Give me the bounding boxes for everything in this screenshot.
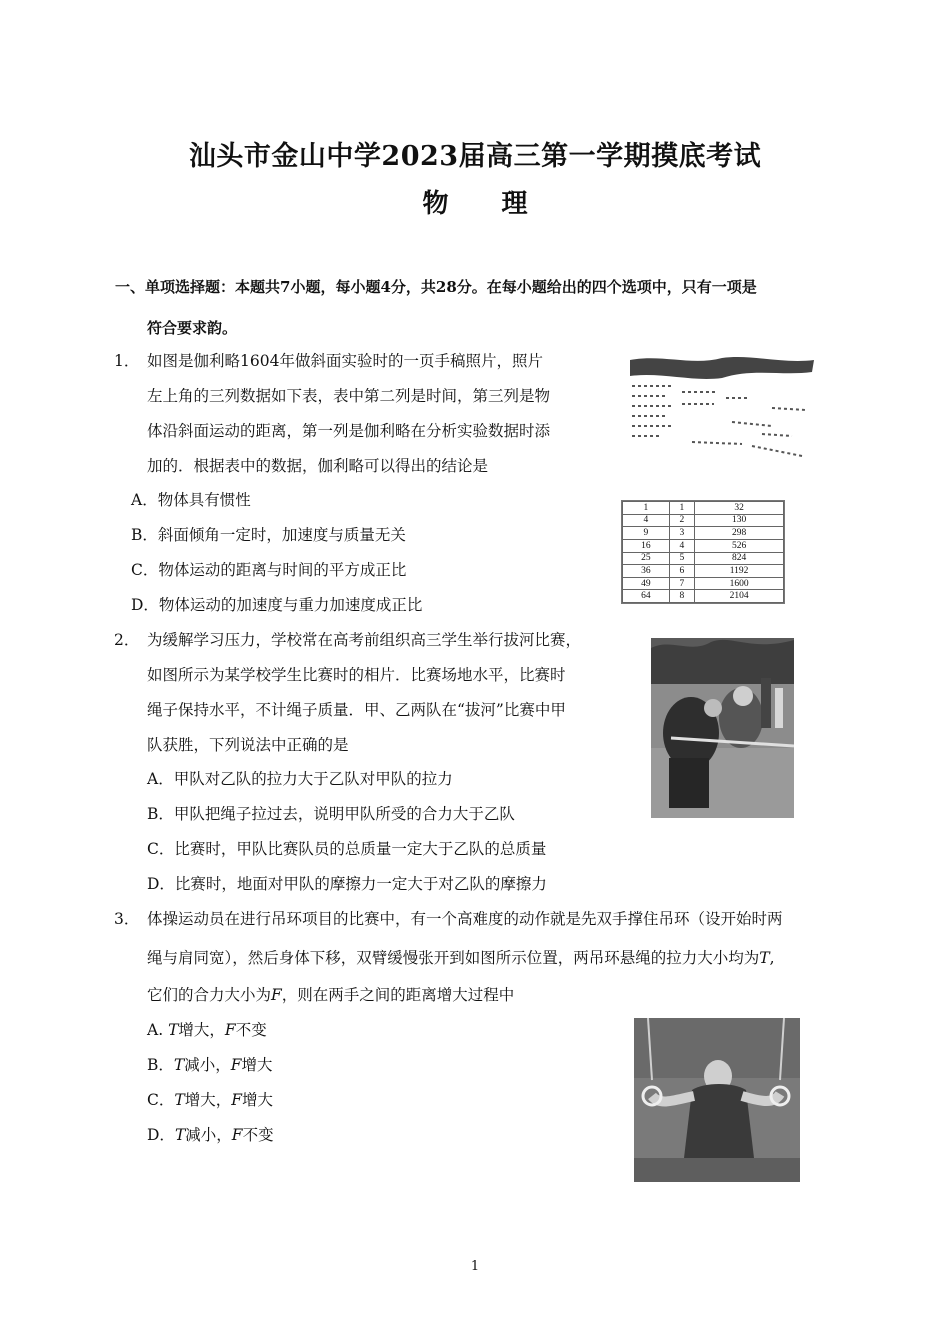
table-cell: 5 [669,552,695,565]
section-heading-cont: 符合要求韵。 [147,319,238,337]
table-cell: 526 [695,539,784,552]
table-cell: 7 [669,577,695,590]
q3-option-a [147,1018,267,1040]
table-cell: 1192 [695,565,784,578]
q1-option-b: B．斜面倾角一定时，加速度与质量无关 [131,526,406,544]
q2-option-a: A．甲队对乙队的拉力大于乙队对甲队的拉力 [147,770,453,788]
table-cell: 9 [623,527,670,540]
force-symbol: F [230,1056,242,1074]
q2-line: 绳子保持水平，不计绳子质量．甲、乙两队在“拔河”比赛中甲 [147,701,566,719]
table-cell: 16 [623,539,670,552]
q2-option-d: D．比赛时，地面对甲队的摩擦力一定大于对乙队的摩擦力 [147,875,547,893]
table-cell: 25 [623,552,670,565]
table-row [623,577,784,590]
q2-line: 为缓解学习压力，学校常在高考前组织高三学生举行拔河比赛， [147,631,582,649]
q1-number: 1． [114,352,140,370]
q1-line: 加的．根据表中的数据，伽利略可以得出的结论是 [147,457,489,475]
table-row [623,502,784,515]
q3-line [147,983,514,1005]
table-cell: 1 [669,502,695,515]
q1-option-a: A．物体具有惯性 [131,491,251,509]
q2-line: 队获胜，下列说法中正确的是 [147,736,349,754]
table-row [623,590,784,603]
table-row [623,552,784,565]
q2-option-c: C．比赛时，甲队比赛队员的总质量一定大于乙队的总质量 [147,840,547,858]
table-cell: 298 [695,527,784,540]
tension-symbol: T [173,1056,185,1074]
q3-option-d [147,1123,274,1145]
table-cell: 824 [695,552,784,565]
table-cell: 36 [623,565,670,578]
table-cell: 6 [669,565,695,578]
table-row [623,527,784,540]
data-table [621,500,785,604]
q2-line: 如图所示为某学校学生比赛时的相片．比赛场地水平，比赛时 [147,666,566,684]
force-symbol: F [224,1021,236,1039]
tension-symbol: T [759,949,770,967]
table-row [623,539,784,552]
subject-title: 物 理 [422,189,550,219]
gymnast-rings-photo [634,1018,800,1182]
force-symbol: F [231,1091,242,1109]
table-cell: 4 [669,539,695,552]
q1-option-d: D．物体运动的加速度与重力加速度成正比 [131,596,423,614]
table-cell: 1600 [695,577,784,590]
q3-text: 它们的合力大小为 [147,986,272,1004]
tension-symbol: T [174,1091,185,1109]
q3-option-c [147,1088,273,1110]
table-cell: 32 [695,502,784,515]
option-text: 增大 [241,1056,273,1074]
table-cell: 2104 [695,590,784,603]
option-label: B． [147,1056,174,1074]
q2-option-b: B．甲队把绳子拉过去，说明甲队所受的合力大于乙队 [147,805,515,823]
option-text: 不变 [235,1021,267,1039]
exam-title: 汕头市金山中学2023届高三第一学期摸底考试 [188,141,762,172]
table-row [623,565,784,578]
tension-symbol: T [174,1126,186,1144]
q1-line: 如图是伽利略1604年做斜面实验时的一页手稿照片，照片 [147,352,543,370]
tug-of-war-photo [651,638,794,818]
table-cell: 4 [623,514,670,527]
section-heading: 一、单项选择题：本题共7小题，每小题4分，共28分。在每小题给出的四个选项中，只有一项是 [115,278,757,296]
table-cell: 64 [623,590,670,603]
option-text: 增大， [178,1021,225,1039]
table-cell: 3 [669,527,695,540]
q1-line: 左上角的三列数据如下表，表中第二列是时间，第三列是物 [147,387,551,405]
option-text: 减小， [185,1126,232,1144]
q3-text: 绳与肩同宽），然后身体下移，双臂缓慢张开到如图所示位置，两吊环悬绳的拉力大小均为 [147,949,760,967]
q1-line: 体沿斜面运动的距离，第一列是伽利略在分析实验数据时添 [147,422,551,440]
q3-number: 3． [114,910,140,928]
table-cell: 8 [669,590,695,603]
table-cell: 1 [623,502,670,515]
manuscript-photo [622,352,818,472]
table-row [623,514,784,527]
force-symbol: F [271,986,282,1004]
table-cell: 2 [669,514,695,527]
q3-line [147,946,775,968]
q3-text: ，则在两手之间的距离增大过程中 [281,986,515,1004]
q3-text: , [769,949,775,967]
option-label: C． [147,1091,175,1109]
option-label: D． [147,1126,175,1144]
option-text: 减小， [184,1056,231,1074]
q1-option-c: C．物体运动的距离与时间的平方成正比 [131,561,407,579]
tension-symbol: T [168,1021,179,1039]
force-symbol: F [231,1126,243,1144]
option-text: 增大 [242,1091,274,1109]
option-text: 增大， [184,1091,232,1109]
q3-option-b [147,1053,273,1075]
table-cell: 49 [623,577,670,590]
option-text: 不变 [242,1126,274,1144]
table-cell: 130 [695,514,784,527]
q2-number: 2． [114,631,140,649]
page-number: 1 [470,1259,480,1274]
q3-line: 体操运动员在进行吊环项目的比赛中，有一个高难度的动作就是先双手撑住吊环（设开始时两 [147,910,783,928]
option-label: A. [147,1021,169,1039]
